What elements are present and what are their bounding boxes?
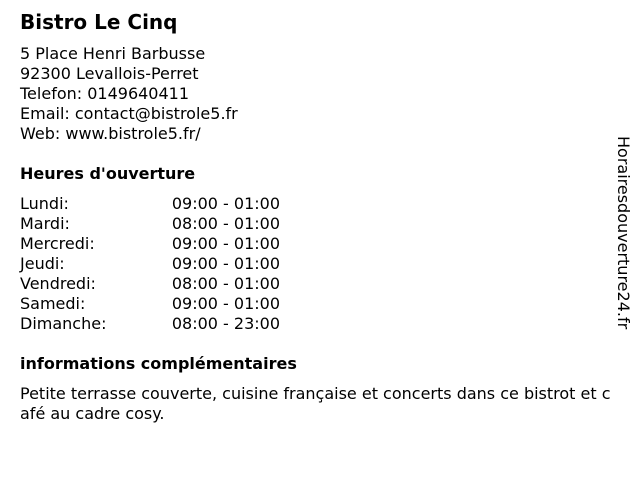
opening-hours-heading: Heures d'ouverture xyxy=(20,164,196,183)
phone-line: Telefon: 0149640411 xyxy=(20,84,190,103)
hours-row-sunday xyxy=(20,314,280,334)
address-block xyxy=(20,44,238,144)
hours-row-thursday xyxy=(20,254,280,274)
day-label: Samedi: xyxy=(20,294,86,313)
email-line: Email: contact@bistrole5.fr xyxy=(20,104,238,123)
day-label: Mardi: xyxy=(20,214,70,233)
opening-hours-list xyxy=(20,194,280,334)
hours-row-saturday xyxy=(20,294,280,314)
day-label: Vendredi: xyxy=(20,274,96,293)
time-range: 09:00 - 01:00 xyxy=(171,234,280,253)
additional-info-heading: informations complémentaires xyxy=(20,354,297,373)
hours-row-monday xyxy=(20,194,280,214)
time-range: 09:00 - 01:00 xyxy=(171,294,280,313)
site-watermark xyxy=(611,136,635,372)
street-address: 5 Place Henri Barbusse xyxy=(20,44,206,63)
hours-row-wednesday xyxy=(20,234,280,254)
day-label: Lundi: xyxy=(20,194,69,213)
time-range: 09:00 - 01:00 xyxy=(171,194,280,213)
business-name: Bistro Le Cinq xyxy=(20,10,178,34)
hours-row-friday xyxy=(20,274,280,294)
time-range: 09:00 - 01:00 xyxy=(171,254,280,273)
day-label: Dimanche: xyxy=(20,314,107,333)
day-label: Mercredi: xyxy=(20,234,95,253)
time-range: 08:00 - 01:00 xyxy=(171,274,280,293)
time-range: 08:00 - 23:00 xyxy=(171,314,280,333)
day-label: Jeudi: xyxy=(20,254,65,273)
time-range: 08:00 - 01:00 xyxy=(171,214,280,233)
web-line: Web: www.bistrole5.fr/ xyxy=(20,124,201,143)
hours-row-tuesday xyxy=(20,214,280,234)
city-address: 92300 Levallois-Perret xyxy=(20,64,199,83)
watermark-text: Horairesdouverture24.fr xyxy=(614,136,633,330)
additional-info-text: Petite terrasse couverte, cuisine française et concerts dans ce bistrot et café au cadre cosy. xyxy=(20,384,611,423)
